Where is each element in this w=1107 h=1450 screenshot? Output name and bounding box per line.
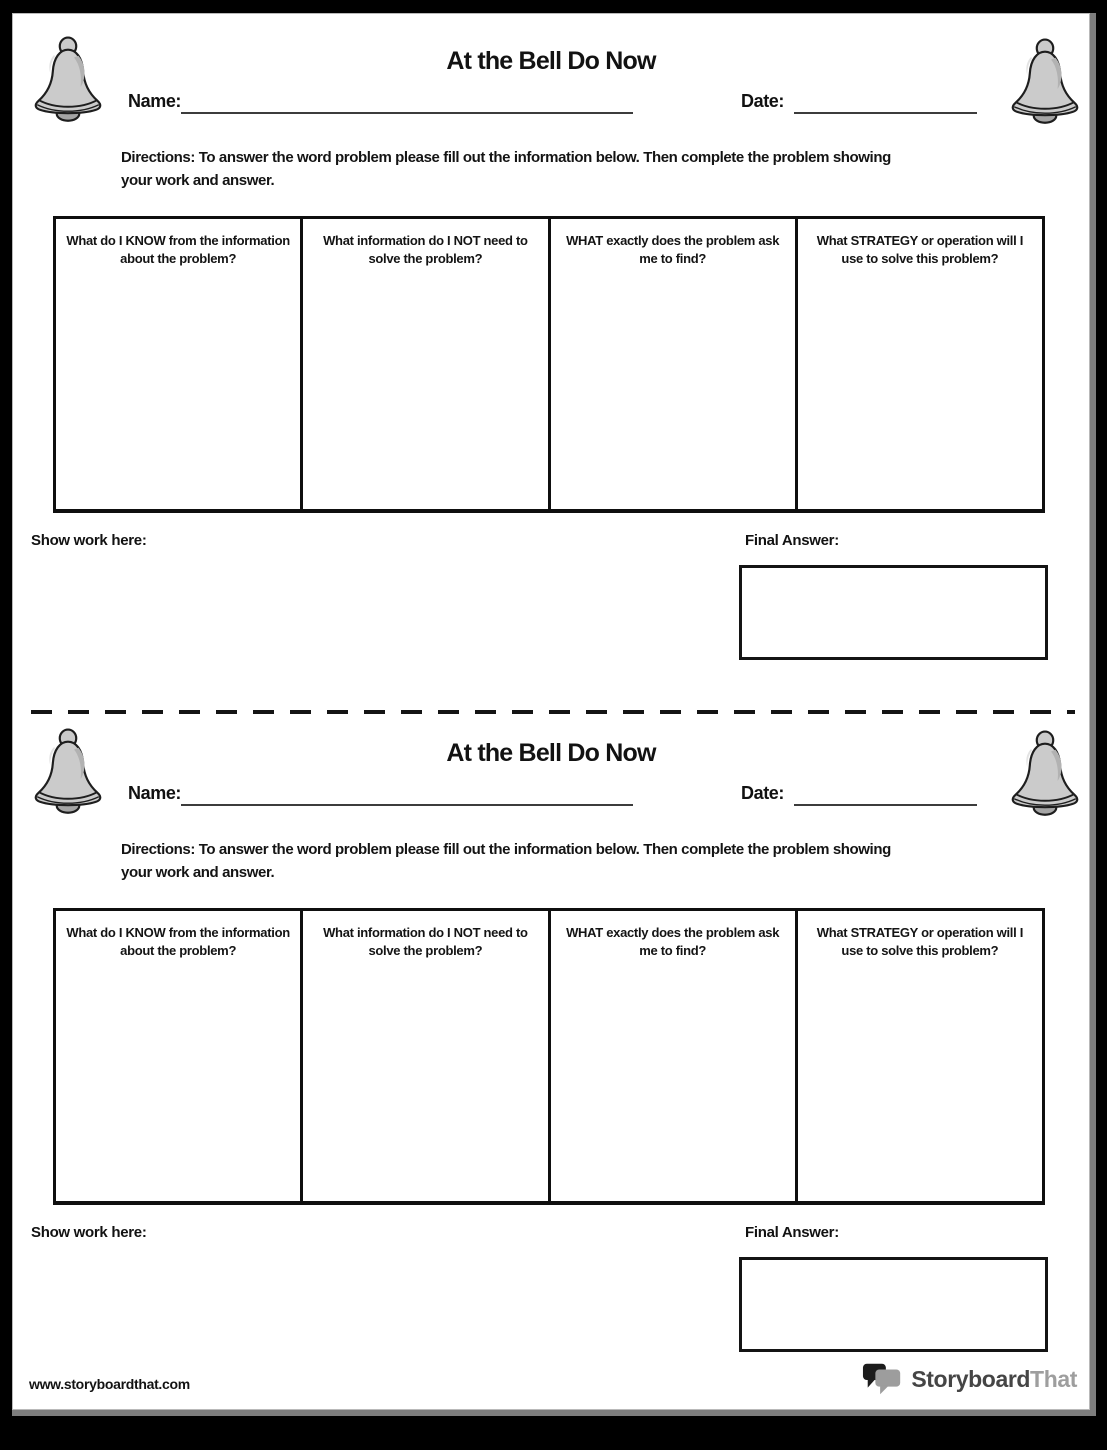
logo-text — [911, 1366, 1077, 1393]
not-needed-cell-header: What information do I NOT need to solve the problem? — [323, 925, 528, 958]
worksheet-page — [12, 13, 1090, 1410]
worksheet-section-top — [13, 14, 1089, 704]
problem-info-table — [53, 216, 1045, 513]
name-label: Name: — [128, 783, 182, 803]
name-input-line[interactable] — [181, 780, 633, 806]
storyboardthat-logo — [862, 1362, 1077, 1396]
speech-bubbles-icon — [862, 1362, 904, 1396]
name-input-line[interactable] — [181, 88, 633, 114]
final-answer-box[interactable] — [739, 1257, 1048, 1352]
not-needed-cell[interactable] — [303, 219, 550, 509]
page-title: At the Bell Do Now — [446, 47, 656, 75]
problem-info-table — [53, 908, 1045, 1205]
know-cell-header: What do I KNOW from the information about the problem? — [66, 233, 290, 266]
directions-line: your work and answer. — [121, 863, 275, 881]
know-cell[interactable] — [56, 219, 303, 509]
what-to-find-cell[interactable] — [551, 911, 798, 1201]
footer-site-url: www.storyboardthat.com — [29, 1376, 190, 1392]
show-work-label: Show work here: — [31, 1224, 147, 1241]
know-cell[interactable] — [56, 911, 303, 1201]
logo-word-that: That — [1030, 1365, 1077, 1392]
what-to-find-cell-header: WHAT exactly does the problem ask me to find? — [566, 233, 780, 266]
not-needed-cell-header: What information do I NOT need to solve the problem? — [323, 233, 528, 266]
directions-line: Directions: To answer the word problem please fill out the information below. Then complete the problem showing — [121, 149, 891, 166]
date-input-line[interactable] — [794, 780, 977, 806]
strategy-cell-header: What STRATEGY or operation will I use to solve this problem? — [816, 233, 1024, 266]
date-input-line[interactable] — [794, 88, 977, 114]
strategy-cell[interactable] — [798, 911, 1042, 1201]
directions-text — [121, 147, 891, 192]
page-title: At the Bell Do Now — [446, 739, 656, 767]
not-needed-cell[interactable] — [303, 911, 550, 1201]
name-row — [128, 88, 633, 114]
directions-text — [121, 839, 891, 884]
date-label: Date: — [741, 91, 785, 111]
strategy-cell[interactable] — [798, 219, 1042, 509]
date-row — [741, 780, 977, 806]
logo-word-storyboard: Storyboard — [911, 1365, 1031, 1392]
worksheet-section-bottom — [13, 706, 1089, 1396]
date-row — [741, 88, 977, 114]
directions-line: Directions: To answer the word problem please fill out the information below. Then complete the problem showing — [121, 841, 891, 858]
directions-line: your work and answer. — [121, 171, 275, 189]
know-cell-header: What do I KNOW from the information about the problem? — [66, 925, 290, 958]
name-row — [128, 780, 633, 806]
date-label: Date: — [741, 783, 785, 803]
final-answer-label: Final Answer: — [745, 532, 839, 549]
final-answer-label: Final Answer: — [745, 1224, 839, 1241]
show-work-label: Show work here: — [31, 532, 147, 549]
what-to-find-cell[interactable] — [551, 219, 798, 509]
name-label: Name: — [128, 91, 182, 111]
final-answer-box[interactable] — [739, 565, 1048, 660]
strategy-cell-header: What STRATEGY or operation will I use to solve this problem? — [816, 925, 1024, 958]
what-to-find-cell-header: WHAT exactly does the problem ask me to find? — [566, 925, 780, 958]
